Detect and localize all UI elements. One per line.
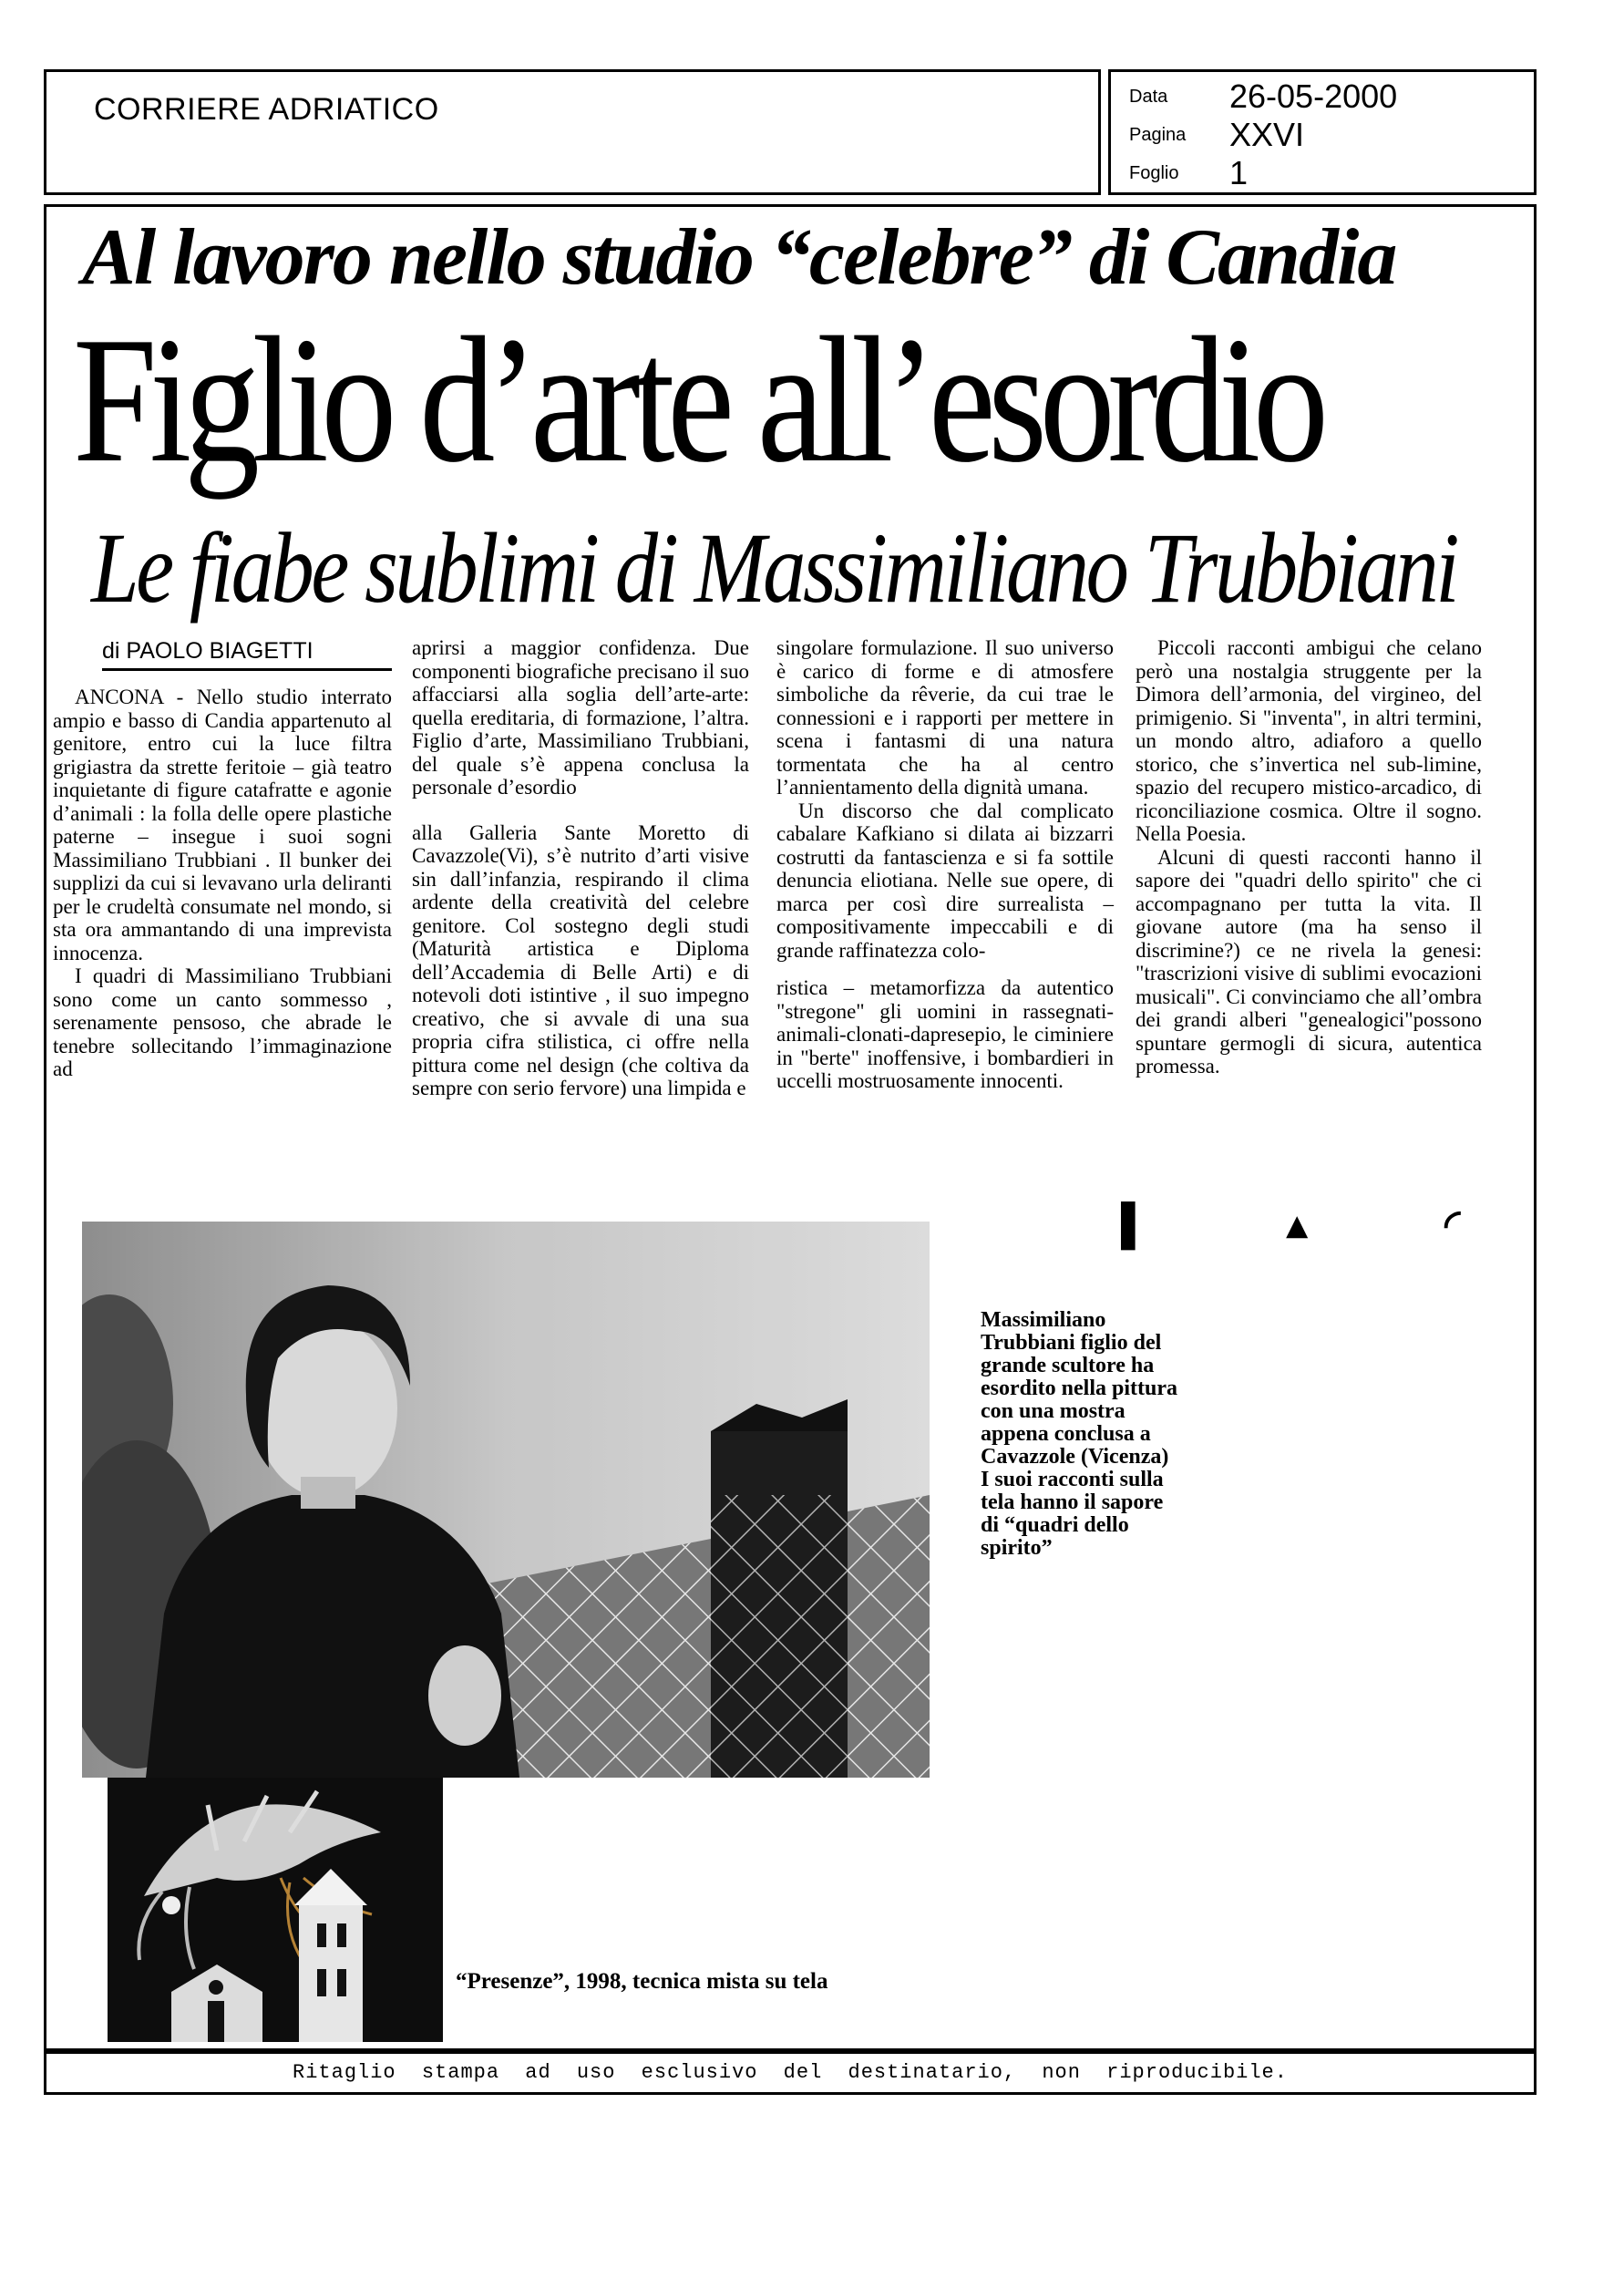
truncated-text-fragment: ▌ ▴ ◜ <box>1121 1202 1525 1247</box>
paragraph: Alcuni di questi racconti hanno il sapore dei "quadri dello spirito" che ci accompagnano per tutta la vita. Il giovane autore (ma ha senso il discrimine?) ce ne rivela la genesi: "trascrizioni visive di sublimi evocazioni musicali". Ci convinciamo che all’ombra dei grandi alberi "genealogici"possono spuntare germogli di sicura, autentica promessa. <box>1136 845 1482 1078</box>
meta-page-label: Pagina <box>1129 124 1187 145</box>
portrait-caption: Massimiliano Trubbiani figlio del grande scultore ha esordito nella pittura con una mostra appena conclusa a Cavazzole (Vicenza) I suoi racconti sulla tela hanno il sapore di “quadri dello spirito” <box>981 1308 1177 1560</box>
meta-date-value: 26-05-2000 <box>1229 77 1398 115</box>
meta-sheet-label: Foglio <box>1129 162 1179 183</box>
text-column-3 <box>776 636 1114 1093</box>
text-column-2 <box>412 636 749 1100</box>
article-subhead: Le fiabe sublimi di Massimiliano Trubbiani <box>91 512 1457 624</box>
meta-date-row <box>1129 77 1397 116</box>
paragraph: Un discorso che dal complicato cabalare Kafkiano si dilata ai bizzarri costrutti da fantascienza e si fa sottile denuncia eliotiana. Nelle sue opere, di marca per così dire surrealista –compositivamente impeccabili e di grande raffinatezza colo- <box>776 799 1114 962</box>
meta-sheet-row <box>1129 154 1248 192</box>
artwork-caption: “Presenze”, 1998, tecnica mista su tela <box>456 1969 828 1994</box>
meta-page-value: XXVI <box>1229 116 1305 153</box>
reproduction-notice: Ritaglio stampa ad uso esclusivo del destinatario, non riproducibile. <box>44 2051 1537 2095</box>
paragraph: aprirsi a maggior confidenza. Due componenti biografiche precisano il suo affacciarsi alla soglia dell’arte-arte: quella ereditaria, di formazione, l’altra. Figlio d’arte, Massimiliano Trubbiani, del quale s’è appena conclusa la personale d’esordio <box>412 636 749 799</box>
publication-name: CORRIERE ADRIATICO <box>94 92 439 127</box>
article-kicker: Al lavoro nello studio “celebre” di Candia <box>82 213 1396 302</box>
meta-page-row <box>1129 116 1304 154</box>
paragraph: I quadri di Massimiliano Trubbiani sono come un canto sommesso , serenamente pensoso, che abrade le tenebre sollecitando l’immaginazione ad <box>53 964 392 1080</box>
artwork-photo <box>108 1778 443 2042</box>
article-byline: di PAOLO BIAGETTI <box>102 638 392 671</box>
paragraph: ANCONA - Nello studio interrato ampio e basso di Candia appartenuto al genitore, entro cui la luce filtra grigiastra da strette feritoie – già teatro inquietante di figure catafratte e agonie d’animali : la folla delle opere plastiche paterne – insegue i suoi sogni Massimiliano Trubbiani . Il bunker dei supplizi da cui si levavano urla deliranti per le crudeltà consumate nel mondo, si sta ora ammantando di una imprevista innocenza. <box>53 686 392 964</box>
text-column-1 <box>53 686 392 1081</box>
article-headline: Figlio d’arte all’esordio <box>73 300 1321 500</box>
portrait-photo <box>82 1222 930 1778</box>
paragraph: singolare formulazione. Il suo universo è carico di forme e di atmosfere simboliche da rêverie, da cui trae le connessioni e i rapporti per mettere in scena i fantasmi di una natura tormentata che ha al centro l’annientamento della dignità umana. <box>776 636 1114 799</box>
meta-sheet-value: 1 <box>1229 154 1249 191</box>
meta-date-label: Data <box>1129 86 1168 107</box>
publication-header <box>44 69 1101 195</box>
text-column-4 <box>1136 636 1482 1078</box>
paragraph: Piccoli racconti ambigui che celano però una nostalgia struggente per la Dimora dell’armonia, del virgineo, del primigenio. Si "inventa", in altri termini, un mondo altro, adiaforo a quello storico, che s’invertica nel sub-limine, spazio del recupero mistico-arcadico, di riconciliazione cosmica. Oltre il sogno. Nella Poesia. <box>1136 636 1482 845</box>
artwork-photo-graphic <box>108 1778 443 2042</box>
metadata-box <box>1108 69 1537 195</box>
paragraph: alla Galleria Sante Moretto di Cavazzole(Vi), s’è nutrito d’arti visive sin dall’infanzia, respirando il clima ardente della creatività del celebre genitore. Col sostegno degli studi (Maturità artistica e Diploma dell’Accademia di Belle Arti) e di notevoli doti istintive , il suo impegno creativo, che si avvale di una sua propria cifra stilistica, ci offre nella pittura come nel design (che coltiva da sempre con serio fervore) una limpida e <box>412 820 749 1099</box>
portrait-photo-graphic <box>82 1222 930 1778</box>
paragraph: ristica – metamorfizza da autentico "stregone" gli uomini in rassegnati-animali-clonati-dapresepio, le ciminiere in "berte" inoffensive, i bombardieri in uccelli mostruosamente innocenti. <box>776 976 1114 1092</box>
